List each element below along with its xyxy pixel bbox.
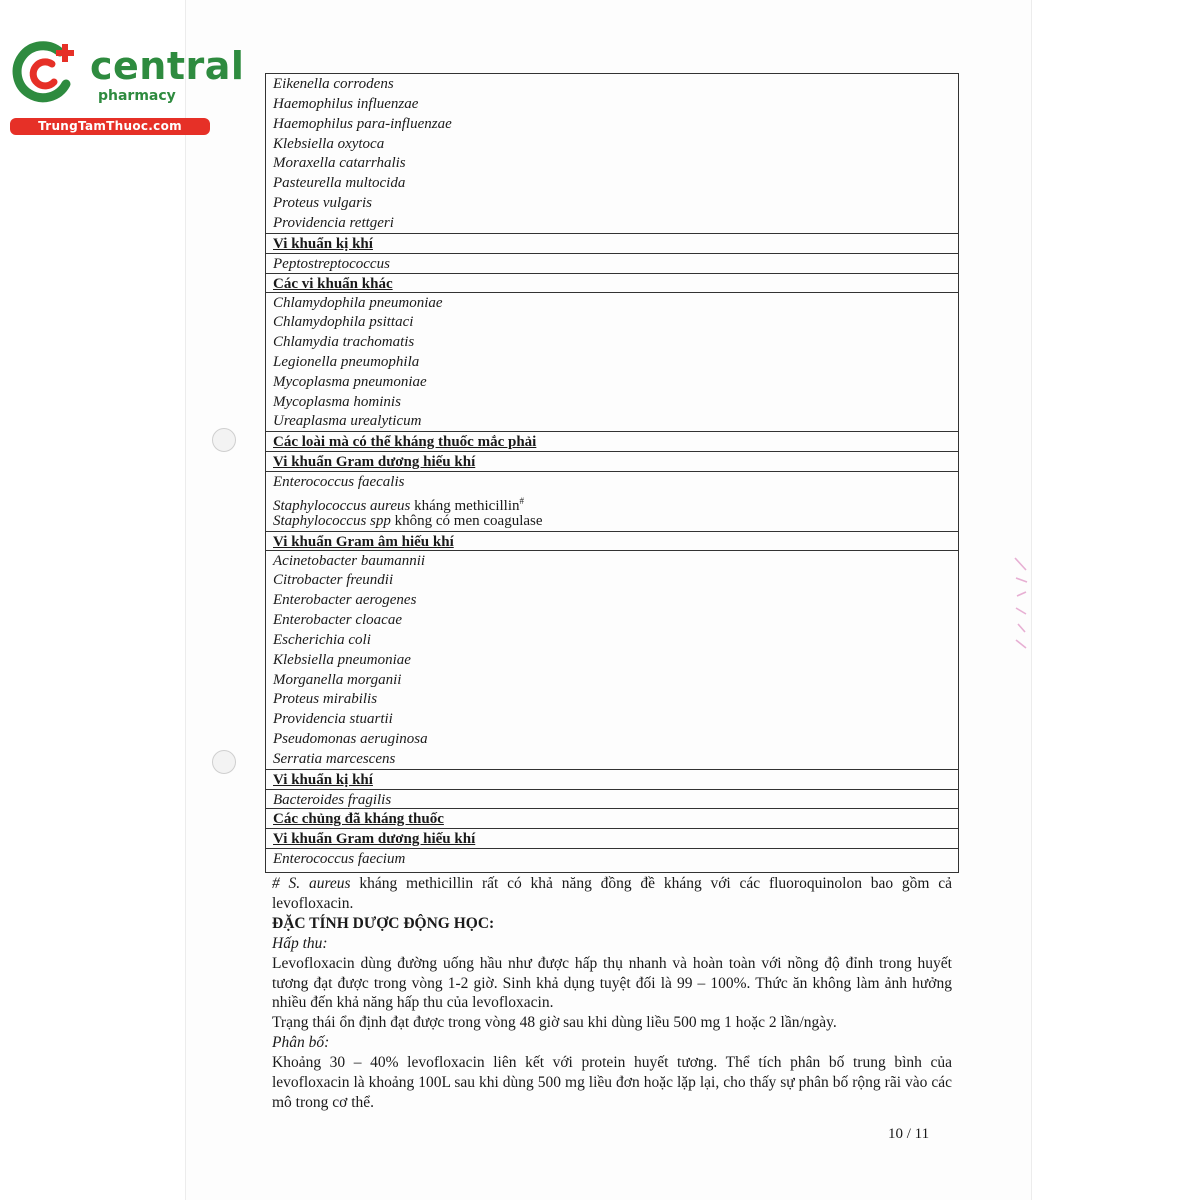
table-row: Legionella pneumophila <box>273 353 420 370</box>
table-row: Haemophilus influenzae <box>273 95 419 112</box>
table-row: Proteus vulgaris <box>273 195 373 212</box>
table-row: Enterobacter cloacae <box>273 611 402 628</box>
table-section-heading: Vi khuẩn kị khí <box>266 233 958 254</box>
table-row: Morganella morganii <box>273 671 402 688</box>
distribution-paragraph-1: Khoảng 30 – 40% levofloxacin liên kết với protein huyết tương. Thể tích phân bố trung bình của levofloxacin là khoảng 100L sau khi dùng 500 mg liều đơn hoặc lặp lại, cho thấy sự phân bố rộng rãi vào các mô trong cơ thể. <box>272 1054 952 1111</box>
table-row: Serratia marcescens <box>273 750 396 767</box>
table-row: Eikenella corrodens <box>273 76 394 92</box>
organism-qualifier: kháng methicillin <box>410 497 520 514</box>
table-row: Klebsiella pneumoniae <box>273 651 411 668</box>
footnote <box>272 874 952 914</box>
section-title: ĐẶC TÍNH DƯỢC ĐỘNG HỌC: <box>272 914 495 932</box>
table-section-heading: Vi khuẩn Gram dương hiếu khí <box>266 828 958 849</box>
table-row: Mycoplasma pneumoniae <box>273 373 427 390</box>
binder-hole <box>212 750 236 774</box>
table-row <box>266 511 958 531</box>
table-row: Enterococcus faecium <box>266 848 958 869</box>
table-row: Klebsiella oxytoca <box>273 135 385 152</box>
table-section-heading: Các loài mà có thể kháng thuốc mắc phải <box>266 431 958 452</box>
organism-qualifier: không có men coagulase <box>390 512 543 529</box>
logo-subtitle: pharmacy <box>98 88 176 104</box>
table-row: Bacteroides fragilis <box>266 789 958 810</box>
binder-hole <box>212 428 236 452</box>
logo-name: central <box>90 44 245 88</box>
table-row: Pasteurella multocida <box>273 175 406 192</box>
distribution-heading: Phân bố: <box>272 1034 330 1052</box>
table-row: Pseudomonas aeruginosa <box>273 731 428 748</box>
logo-website-banner[interactable]: TrungTamThuoc.com <box>10 118 210 135</box>
table-row: Moraxella catarrhalis <box>273 155 406 172</box>
stamp-mark <box>1012 552 1030 652</box>
footnote-italic: # S. aureus <box>272 875 351 892</box>
footnote-marker: # <box>519 495 524 506</box>
table-section-heading: Vi khuẩn Gram dương hiếu khí <box>266 451 958 472</box>
absorption-paragraph-2: Trạng thái ổn định đạt được trong vòng 48 giờ sau khi dùng liều 500 mg 1 hoặc 2 lần/ngày. <box>272 1014 837 1032</box>
table-row: Enterobacter aerogenes <box>273 592 417 609</box>
organism-name: Staphylococcus spp <box>273 512 391 529</box>
table-row: Providencia rettgeri <box>273 214 394 231</box>
central-pharmacy-logo[interactable] <box>10 38 245 138</box>
table-row: Chlamydia trachomatis <box>273 334 415 351</box>
table-row: Peptostreptococcus <box>266 253 958 274</box>
table-section-heading: Vi khuẩn kị khí <box>266 769 958 790</box>
table-row <box>266 491 958 514</box>
table-row: Enterococcus faecalis <box>266 471 958 492</box>
table-section-heading: Các vi khuẩn khác <box>266 273 958 294</box>
table-row: Escherichia coli <box>273 631 371 648</box>
table-row: Acinetobacter baumannii <box>266 550 958 571</box>
table-row: Mycoplasma hominis <box>273 393 401 410</box>
table-row: Chlamydophila psittaci <box>273 314 414 331</box>
table-row: Proteus mirabilis <box>273 691 378 708</box>
table-section-heading: Các chủng đã kháng thuốc <box>266 808 958 829</box>
table-row: Citrobacter freundii <box>273 572 394 589</box>
body-text <box>272 874 952 1113</box>
pharmacy-cross-icon <box>10 38 80 108</box>
bacteria-table <box>265 73 959 873</box>
absorption-heading: Hấp thu: <box>272 934 328 952</box>
footnote-text: kháng methicillin rất có khả năng đồng đề kháng với các fluoroquinolon bao gồm cả levofloxacin. <box>272 875 953 912</box>
page-number: 10 / 11 <box>888 1126 930 1142</box>
table-row: Providencia stuartii <box>273 711 393 728</box>
table-row: Chlamydophila pneumoniae <box>266 292 958 313</box>
organism-name: Staphylococcus aureus <box>273 497 411 514</box>
absorption-paragraph-1: Levofloxacin dùng đường uống hầu như được hấp thụ nhanh và hoàn toàn với nồng độ đỉnh trong huyết tương đạt được trong vòng 1-2 giờ. Sinh khả dụng tuyệt đối là 99 – 100%. Thức ăn không làm ảnh hưởng nhiều đến khả năng hấp thu của levofloxacin. <box>272 954 952 1012</box>
table-row: Haemophilus para-influenzae <box>273 115 452 132</box>
table-section-heading: Vi khuẩn Gram âm hiếu khí <box>266 531 958 552</box>
table-row: Ureaplasma urealyticum <box>273 413 422 430</box>
